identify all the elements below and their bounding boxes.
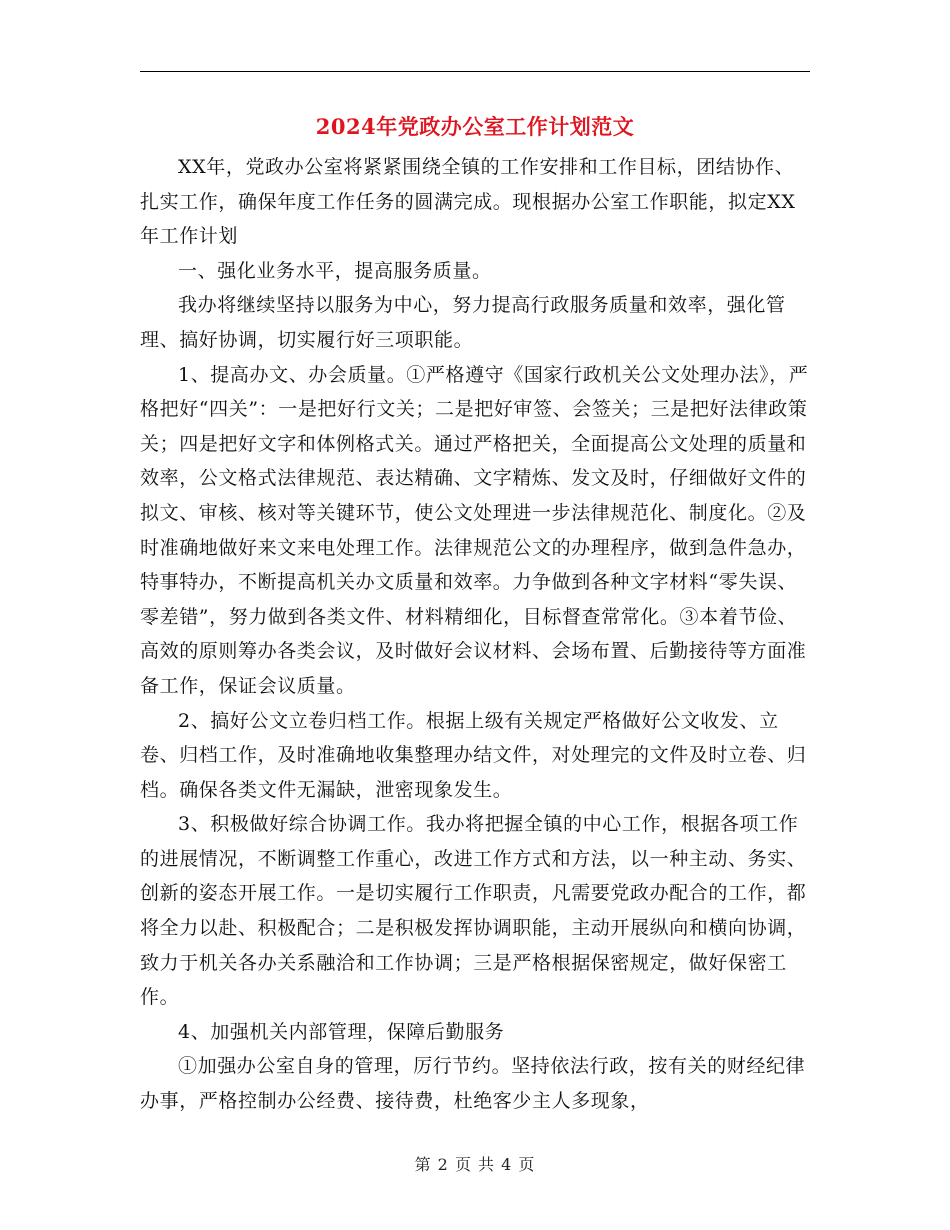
paragraph-item-1: 1、提高办文、办会质量。①严格遵守《国家行政机关公文处理办法》，严格把好“四关”：一是把好行文关；二是把好审签、会签关；三是把好法律政策关；四是把好文字和体例格式关。通过严格把关，全面提高公文处理的质量和效率，公文格式法律规范、表达精确、文字精炼、发文及时，仔细做好文件的拟文、审核、核对等关键环节，使公文处理进一步法律规范化、制度化。②及时准确地做好来文来电处理工作。法律规范公文的办理程序，做到急件急办，特事特办，不断提高机关办文质量和效率。力争做到各种文字材料“零失误、零差错”，努力做到各类文件、材料精细化，目标督查常常化。③本着节俭、高效的原则筹办各类会议，及时做好会议材料、会场布置、后勤接待等方面准备工作，保证会议质量。	[140, 363, 809, 697]
paragraph-intro: XX年，党政办公室将紧紧围绕全镇的工作安排和工作目标，团结协作、扎实工作，确保年度工作任务的圆满完成。现根据办公室工作职能，拟定XX年工作计划	[140, 156, 796, 248]
paragraph-item-2: 2、搞好公文立卷归档工作。根据上级有关规定严格做好公文收发、立卷、归档工作，及时准确地收集整理办结文件，对处理完的文件及时立卷、归档。确保各类文件无漏缺，泄密现象发生。	[140, 709, 807, 801]
page-number: 第 2 页 共 4 页	[414, 1155, 536, 1174]
paragraph-item-4-1: ①加强办公室自身的管理，厉行节约。坚持依法行政，按有关的财经纪律办事，严格控制办公经费、接待费，杜绝客少主人多现象，	[140, 1055, 806, 1113]
document-body	[140, 150, 812, 1119]
paragraph-section-1-intro: 我办将继续坚持以服务为中心，努力提高行政服务质量和效率，强化管理、搞好协调，切实履行好三项职能。	[140, 294, 786, 351]
header-rule	[140, 71, 810, 72]
paragraph-item-4-heading: 4、加强机关内部管理，保障后勤服务	[178, 1020, 505, 1043]
paragraph-item-3: 3、积极做好综合协调工作。我办将把握全镇的中心工作，根据各项工作的进展情况，不断调整工作重心，改进工作方式和方法，以一种主动、务实、创新的姿态开展工作。一是切实履行工作职责，凡需要党政办配合的工作，都将全力以赴、积极配合；二是积极发挥协调职能，主动开展纵向和横向协调，致力于机关各办关系融洽和工作协调；三是严格根据保密规定，做好保密工作。	[140, 813, 807, 1009]
document-title: 2024年党政办公室工作计划范文	[315, 114, 635, 139]
section-heading-1: 一、强化业务水平，提高服务质量。	[178, 259, 492, 282]
